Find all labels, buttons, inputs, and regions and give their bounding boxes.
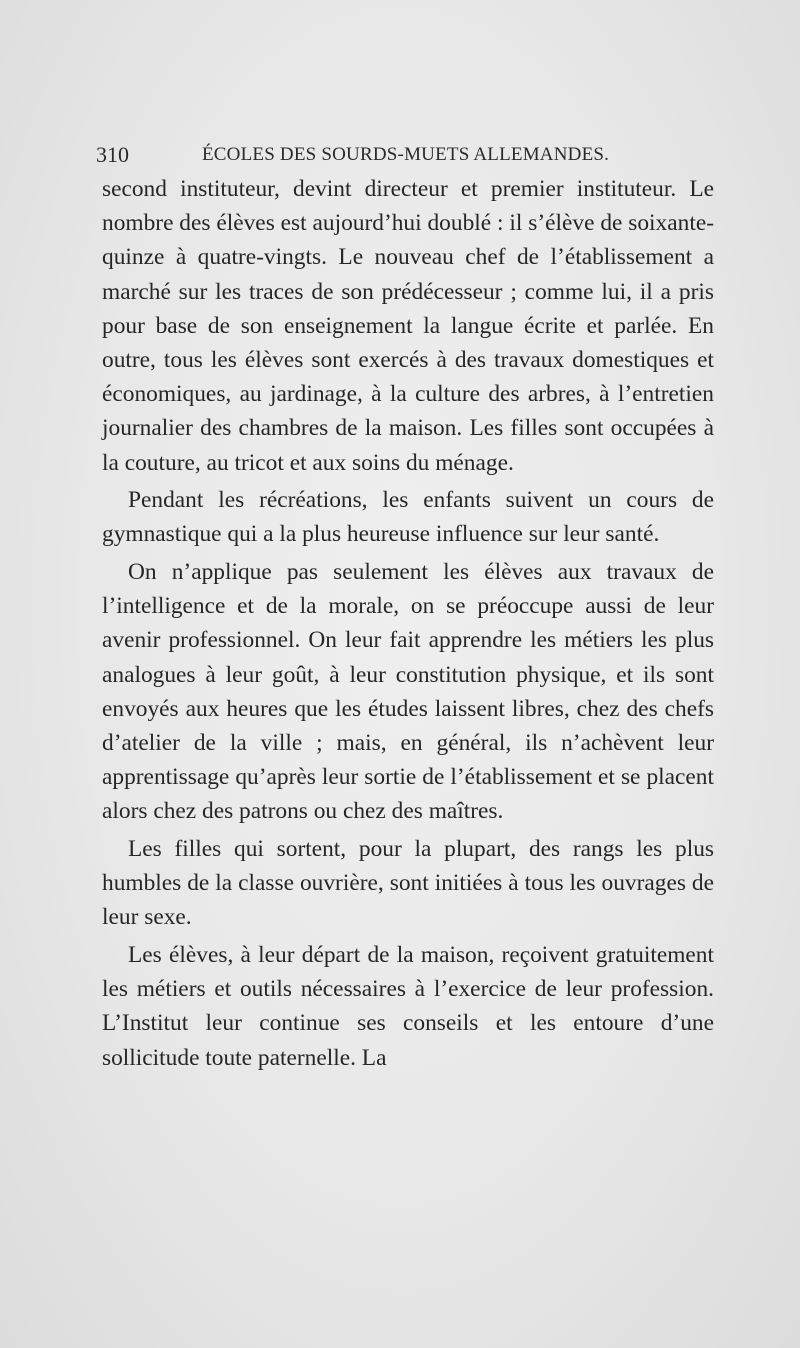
paragraph-departure: Les élèves, à leur départ de la maison, reçoivent gratuitement les métiers et outils nécessaires à l’exercice de leur profession. L’Institut leur continue ses conseils et les entoure d’une sollicitude toute paternelle. La [102, 942, 714, 1071]
page-header [96, 142, 716, 172]
paragraph-continued: second instituteur, devint directeur et premier instituteur. Le nombre des élèves est aujourd’hui doublé : il s’élève de soixante-quinze à quatre-vingts. Le nouveau chef de l’établissement a marché sur les traces de son prédécesseur ; comme lui, il a pris pour base de son enseignement la langue écrite et parlée. En outre, tous les élèves sont exercés à des travaux domestiques et économiques, au jardinage, à la culture des arbres, à l’entretien journalier des chambres de la maison. Les filles sont occupées à la couture, au tricot et aux soins du ménage. [102, 176, 714, 476]
paragraph-professional-training: On n’applique pas seulement les élèves aux travaux de l’intelligence et de la morale, on se préoccupe aussi de leur avenir professionnel. On leur fait apprendre les métiers les plus analogues à leur goût, à leur constitution physique, et ils sont envoyés aux heures que les études laissent libres, chez des chefs d’atelier de la ville ; mais, en général, ils n’achèvent leur apprentissage qu’après leur sortie de l’établissement et se placent alors chez des patrons ou chez des maîtres. [102, 559, 714, 825]
paragraph-girls-work: Les filles qui sortent, pour la plupart, des rangs les plus humbles de la classe ouvrière, sont initiées à tous les ouvrages de leur sexe. [102, 836, 714, 931]
body-text [102, 172, 714, 1075]
running-title: ÉCOLES DES SOURDS-MUETS ALLEMANDES. [202, 144, 610, 165]
paragraph-gymnastics: Pendant les récréations, les enfants suivent un cours de gymnastique qui a la plus heureuse influence sur leur santé. [102, 487, 714, 548]
page-number: 310 [96, 142, 129, 167]
